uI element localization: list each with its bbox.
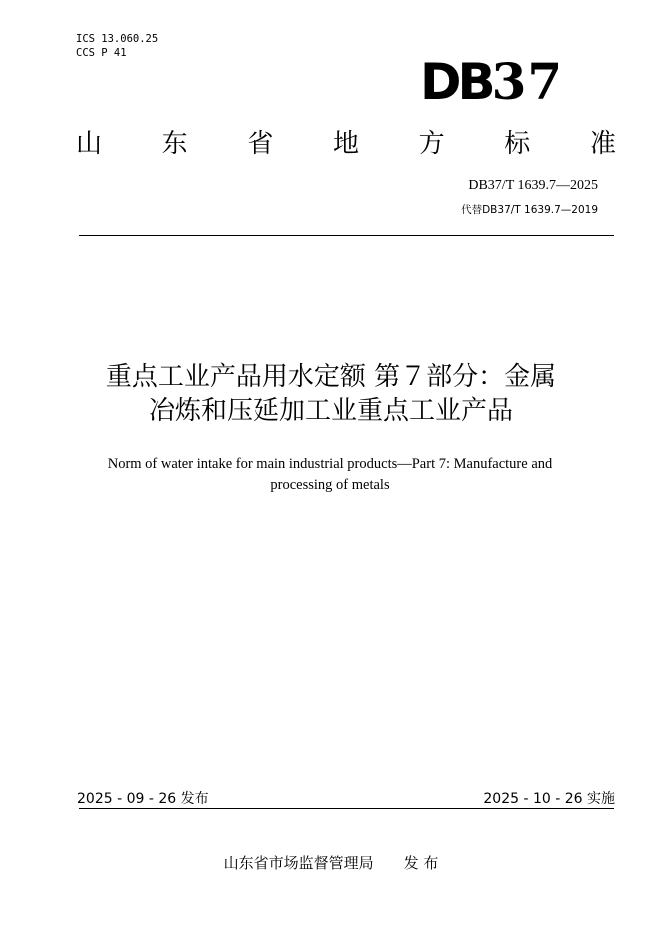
- category-char: 省: [247, 129, 274, 159]
- document-title: [40, 360, 622, 428]
- category-char: 准: [589, 129, 616, 159]
- category-char: 山: [76, 129, 103, 159]
- standard-category: [76, 124, 616, 164]
- db37-logo: [420, 52, 563, 112]
- category-char: 方: [418, 129, 445, 159]
- header-divider: [79, 235, 614, 236]
- footer-divider: [79, 808, 614, 809]
- title-line-1: 重点工业产品用水定额 第７部分：金属: [105, 362, 557, 392]
- logo-number: 37: [491, 52, 564, 111]
- logo-db: DB: [420, 53, 492, 111]
- issuing-authority: [0, 852, 662, 873]
- implementation-date: 2025 - 10 - 26 实施: [483, 791, 615, 807]
- category-char: 东: [161, 129, 188, 159]
- replaces-standard: 代替DB37/T 1639.7—2019: [461, 204, 598, 216]
- standard-number: DB37/T 1639.7—2025: [468, 178, 598, 193]
- category-char: 标: [504, 129, 531, 159]
- publish-date: 2025 - 09 - 26 发布: [77, 791, 209, 807]
- title-line-2: 冶炼和压延加工业重点工业产品: [148, 396, 513, 426]
- classification-codes: [76, 32, 158, 60]
- ccs-code: CCS P 41: [76, 47, 127, 59]
- ics-code: ICS 13.060.25: [76, 33, 159, 45]
- issuer-name: 山东省市场监督管理局: [223, 854, 374, 872]
- english-title: Norm of water intake for main industrial products—Part 7: Manufacture and processing of metals: [107, 456, 553, 493]
- category-char: 地: [332, 129, 359, 159]
- issue-label: 发 布: [403, 854, 439, 872]
